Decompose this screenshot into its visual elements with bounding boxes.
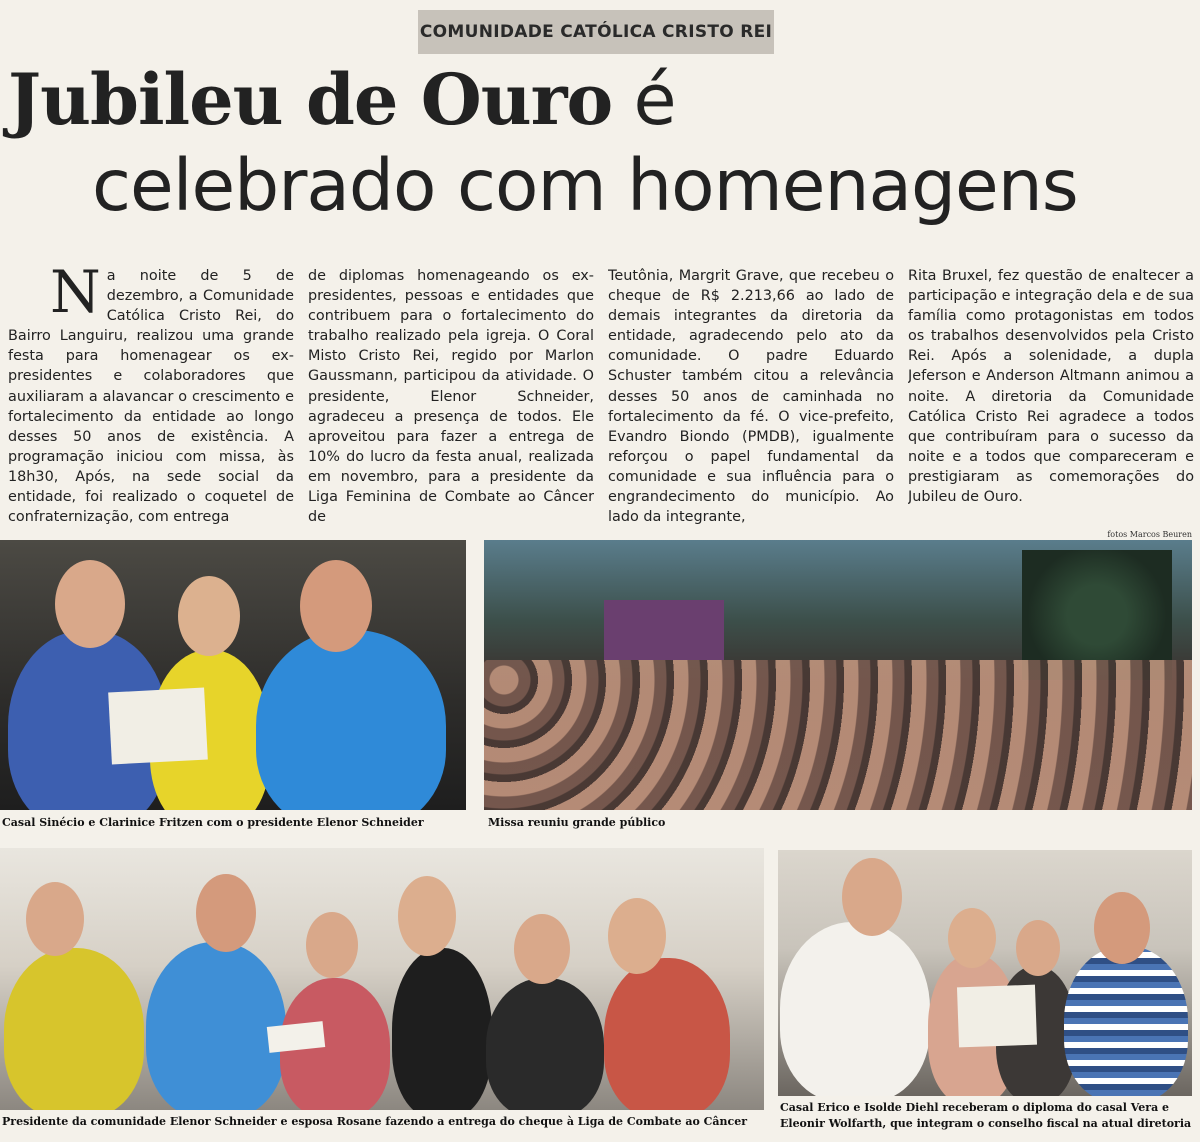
person-red-blouse <box>604 958 730 1110</box>
person-striped-shirt <box>1064 946 1188 1096</box>
person-head <box>948 908 996 968</box>
person-white-shirt <box>780 922 930 1096</box>
person-blue-shirt-right <box>256 630 446 810</box>
diploma <box>108 688 208 765</box>
article-column-1 <box>8 266 294 526</box>
person-black-top <box>392 948 492 1110</box>
headline-bold: Jubileu de Ouro <box>8 58 613 141</box>
photo-credit: fotos Marcos Beuren <box>1107 530 1192 539</box>
person-head <box>608 898 666 974</box>
caption-photo-3: Presidente da comunidade Elenor Schneider e esposa Rosane fazendo a entrega do cheque à Liga de Combate ao Câncer <box>2 1115 748 1128</box>
article-body <box>8 266 1194 526</box>
column-3-text: Teutônia, Margrit Grave, que recebeu o cheque de R$ 2.213,66 ao lado de demais integrantes da diretoria da entidade, agradecendo pelo ato da comunidade. O padre Eduardo Schuster também citou a relevância desses 50 anos de caminhada no fortalecimento da fé. O vice-prefeito, Evandro Biondo (PMDB), igualmente reforçou o papel fundamental da comunidade e sua influência para o engrandecimento do município. Ao lado da integrante, <box>608 268 894 526</box>
caption-photo-4: Casal Erico e Isolde Diehl receberam o diploma do casal Vera e Eleonir Wolfarth, que integram o conselho fiscal na atual diretoria <box>780 1101 1192 1130</box>
photo-diploma-couple <box>778 850 1192 1096</box>
headline-line-2: celebrado com homenagens <box>92 144 1078 227</box>
altar <box>604 600 724 660</box>
person-head <box>178 576 240 656</box>
column-4-text: Rita Bruxel, fez questão de enaltecer a participação e integração dela e de sua família como protagonistas em todos os trabalhos desenvolvidos pela Cristo Rei. Após a solenidade, a dupla Jeferson e Anderson Altmann animou a noite. A diretoria da Comunidade Católica Cristo Rei agradece a todos que contribuíram para o sucesso da noite e a todos que compareceram e prestigiaram as comemorações do Jubileu de Ouro. <box>908 268 1194 506</box>
column-2-text: de diplomas homenageando os ex-presidentes, pessoas e entidades que contribuem para o fortalecimento do trabalho realizado pela igreja. O Coral Misto Cristo Rei, regido por Marlon Gaussmann, participou da atividade. O presidente, Elenor Schneider, agradeceu a presença de todos. Ele aproveitou para fazer a entrega de 10% do lucro da festa anual, realizada em novembro, para a presidente da Liga Feminina de Combate ao Câncer de <box>308 268 594 526</box>
article-column-4 <box>908 266 1194 526</box>
person-black-dress <box>486 978 604 1110</box>
person-head <box>1016 920 1060 976</box>
headline-line-1 <box>8 58 1198 142</box>
person-head <box>300 560 372 652</box>
person-head <box>55 560 125 648</box>
audience <box>484 660 1192 810</box>
photo-check-delivery <box>0 848 764 1110</box>
headline-light: é <box>612 59 676 141</box>
person-blue-shirt <box>146 942 286 1110</box>
caption-photo-2: Missa reuniu grande público <box>488 816 666 829</box>
article-column-2 <box>308 266 594 526</box>
column-1-text: a noite de 5 de dezembro, a Comunidade Católica Cristo Rei, do Bairro Languiru, realizou uma grande festa para homenagear os ex-presidentes e colaboradores que auxiliaram a alavancar o crescimento e fortalecimento da entidade ao longo desses 50 anos de existência. A programação iniciou com missa, às 18h30, Após, na sede social da entidade, foi realizado o coquetel de confraternização, com entrega <box>8 268 294 526</box>
photo-couple-president <box>0 540 466 810</box>
photo-mass-audience <box>484 540 1192 810</box>
section-kicker: COMUNIDADE CATÓLICA CRISTO REI <box>418 10 774 54</box>
diploma <box>957 985 1037 1048</box>
person-head <box>306 912 358 978</box>
person-head <box>398 876 456 956</box>
headline <box>8 58 1198 230</box>
person-head <box>514 914 570 984</box>
drop-cap: N <box>50 266 101 326</box>
person-head <box>842 858 902 936</box>
person-head <box>26 882 84 956</box>
person-head <box>196 874 256 952</box>
person-yellow-shirt <box>4 948 144 1110</box>
article-column-3 <box>608 266 894 526</box>
caption-photo-1: Casal Sinécio e Clarinice Fritzen com o presidente Elenor Schneider <box>2 816 424 829</box>
person-head <box>1094 892 1150 964</box>
